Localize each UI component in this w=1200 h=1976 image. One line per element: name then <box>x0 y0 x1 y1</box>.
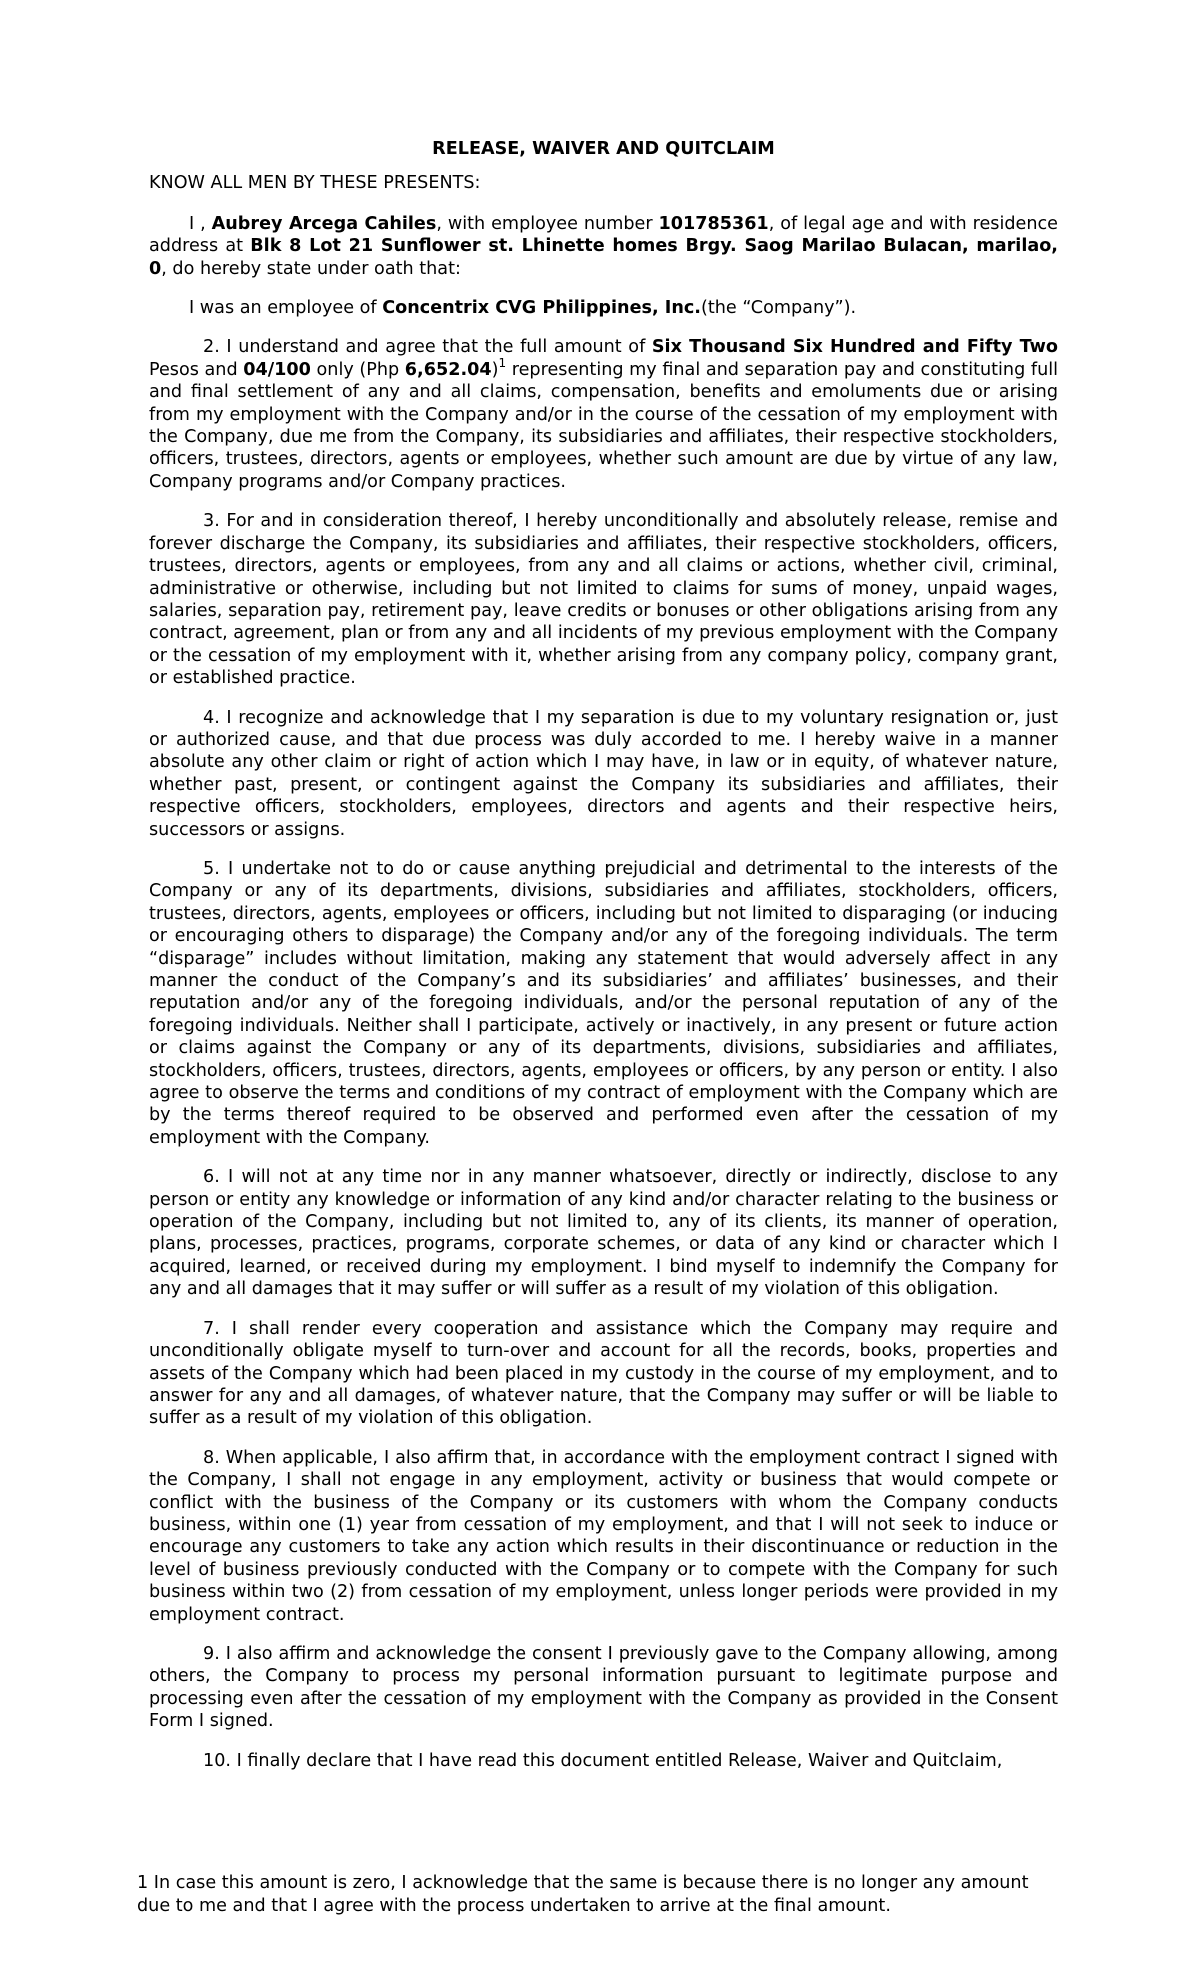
employee-name: Aubrey Arcega Cahiles <box>211 213 437 234</box>
paragraph-3: 3. For and in consideration thereof, I hereby unconditionally and absolutely release, remise and forever discharge the Company, its subsidiaries and affiliates, their respective stockholders, officers, trustees, directors, agents or employees, from any and all claims or actions, whether civil, criminal, administrative or otherwise, including but not limited to claims for sums of money, unpaid wages, salaries, separation pay, retirement pay, leave credits or bonuses or other obligations arising from any contract, agreement, plan or from any and all incidents of my previous employment with the Company or the cessation of my employment with it, whether arising from any company policy, company grant, or established practice. <box>149 511 1058 689</box>
paragraph-5: 5. I undertake not to do or cause anything prejudicial and detrimental to the interests of the Company or any of its departments, divisions, subsidiaries and affiliates, stockholders, officers, trustees, directors, agents, employees or officers, including but not limited to disparaging (or inducing or encouraging others to disparage) the Company and/or any of the foregoing individuals. The term “disparage” includes without limitation, making any statement that would adversely affect in any manner the conduct of the Company’s and its subsidiaries’ and affiliates’ businesses, and their reputation and/or any of the foregoing individuals, and/or the personal reputation of any of the foregoing individuals. Neither shall I participate, actively or inactively, in any present or future action or claims against the Company or any of its departments, divisions, subsidiaries and affiliates, stockholders, officers, trustees, directors, agents, employees or officers, by any person or entity. I also agree to observe the terms and conditions of my contract of employment with the Company which are by the terms thereof required to be observed and performed even after the cessation of my employment with the Company. <box>149 858 1058 1148</box>
paragraph-9: 9. I also affirm and acknowledge the consent I previously gave to the Company allowing, among others, the Company to process my personal information pursuant to legitimate purpose and processing even after the cessation of my employment with the Company as provided in the Consent Form I signed. <box>149 1643 1058 1732</box>
document-title: RELEASE, WAIVER AND QUITCLAIM <box>432 139 775 159</box>
document-body <box>149 138 1058 1789</box>
footnote: 1 In case this amount is zero, I acknowledge that the same is because there is no longer any amount due to me and that I agree with the process undertaken to arrive at the final amount. <box>137 1873 1029 1916</box>
amount-in-words: Six Thousand Six Hundred and Fifty Two <box>651 337 1059 358</box>
paragraph-identity: I , Aubrey Arcega Cahiles, with employee number 101785361, of legal age and with residence address at Blk 8 Lot 21 Sunflower st. Lhinette homes Brgy. Saog Marilao Bulacan, marilao, 0, do hereby state under oath that: <box>149 213 1058 279</box>
preamble: KNOW ALL MEN BY THESE PRESENTS: <box>149 173 481 194</box>
footnote-ref: 1 <box>498 355 507 370</box>
paragraph-employer: I was an employee of Concentrix CVG Philippines, Inc.(the “Company”). <box>189 298 857 319</box>
amount-figure: 6,652.04 <box>404 359 492 380</box>
employee-number: 101785361 <box>658 213 769 234</box>
paragraph-2: 2. I understand and agree that the full amount of Six Thousand Six Hundred and Fifty Two Pesos and 04/100 only (Php 6,652.04)$^1$ representing my final and separation pay and constituting full and final settlement of any and all claims, compensation, benefits and emoluments due or arising from my employment with the Company and/or in the course of the cessation of my employment with the Company, due me from the Company, its subsidiaries and affiliates, their respective stockholders, officers, trustees, directors, agents or employees, whether such amount are due by virtue of any law, Company programs and/or Company practices. <box>149 337 1059 492</box>
company-name: Concentrix CVG Philippines, Inc. <box>382 298 701 319</box>
paragraph-10: 10. I finally declare that I have read this document entitled Release, Waiver and Quitclaim, <box>203 1750 1003 1771</box>
paragraph-4: 4. I recognize and acknowledge that I my separation is due to my voluntary resignation or, just or authorized cause, and that due process was duly accorded to me. I hereby waive in a manner absolute any other claim or right of action which I may have, in law or in equity, of whatever nature, whether past, present, or contingent against the Company its subsidiaries and affiliates, their respective officers, stockholders, employees, directors and agents and their respective heirs, successors or assigns. <box>149 707 1058 840</box>
paragraph-7: 7. I shall render every cooperation and assistance which the Company may require and unconditionally obligate myself to turn-over and account for all the records, books, properties and assets of the Company which had been placed in my custody in the course of my employment, and to answer for any and all damages, of whatever nature, that the Company may suffer or will be liable to suffer as a result of my violation of this obligation. <box>149 1318 1058 1429</box>
residence-address: Blk 8 Lot 21 Sunflower st. Lhinette homes Brgy. Saog Marilao Bulacan, marilao, 0 <box>149 236 1058 279</box>
amount-cents: 04/100 <box>243 359 311 380</box>
paragraph-8: 8. When applicable, I also affirm that, in accordance with the employment contract I signed with the Company, I shall not engage in any employment, activity or business that would compete or conflict with the business of the Company or its customers with whom the Company conducts business, within one (1) year from cessation of my employment, and that I will not seek to induce or encourage any customers to take any action which results in their discontinuance or reduction in the level of business previously conducted with the Company or to compete with the Company for such business within two (2) from cessation of my employment, unless longer periods were provided in my employment contract. <box>149 1447 1058 1625</box>
paragraph-6: 6. I will not at any time nor in any manner whatsoever, directly or indirectly, disclose to any person or entity any knowledge or information of any kind and/or character relating to the business or operation of the Company, including but not limited to, any of its clients, its manner of operation, plans, processes, practices, programs, corporate schemes, or data of any kind or character which I acquired, learned, or received during my employment. I bind myself to indemnify the Company for any and all damages that it may suffer or will suffer as a result of my violation of this obligation. <box>149 1167 1058 1300</box>
